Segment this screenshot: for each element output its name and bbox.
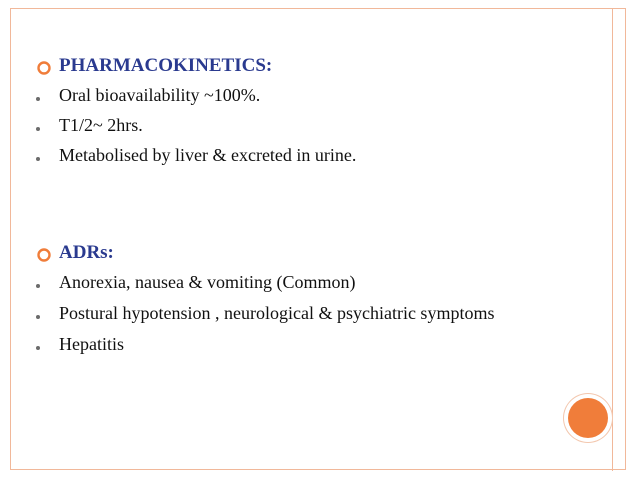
list-item: Metabolised by liver & excreted in urine. [59,145,357,165]
slide-frame [10,8,626,470]
decorative-orange-circle [568,398,608,438]
bullet-dot-icon [36,157,40,161]
ring-bullet-icon [36,247,52,263]
bullet-dot-icon [36,127,40,131]
bullet-dot-icon [36,284,40,288]
list-item: Postural hypotension , neurological & psychiatric symptoms [59,303,495,323]
list-item: Anorexia, nausea & vomiting (Common) [59,272,356,292]
bullet-dot-icon [36,346,40,350]
list-item: T1/2~ 2hrs. [59,115,143,135]
list-item: Hepatitis [59,334,124,354]
slide-right-rule [612,8,613,471]
list-item: Oral bioavailability ~100%. [59,85,261,105]
section-heading-pharmacokinetics: PHARMACOKINETICS: [59,55,273,76]
bullet-dot-icon [36,315,40,319]
section-heading-adrs: ADRs: [59,242,114,263]
bullet-dot-icon [36,97,40,101]
ring-bullet-icon [36,60,52,76]
